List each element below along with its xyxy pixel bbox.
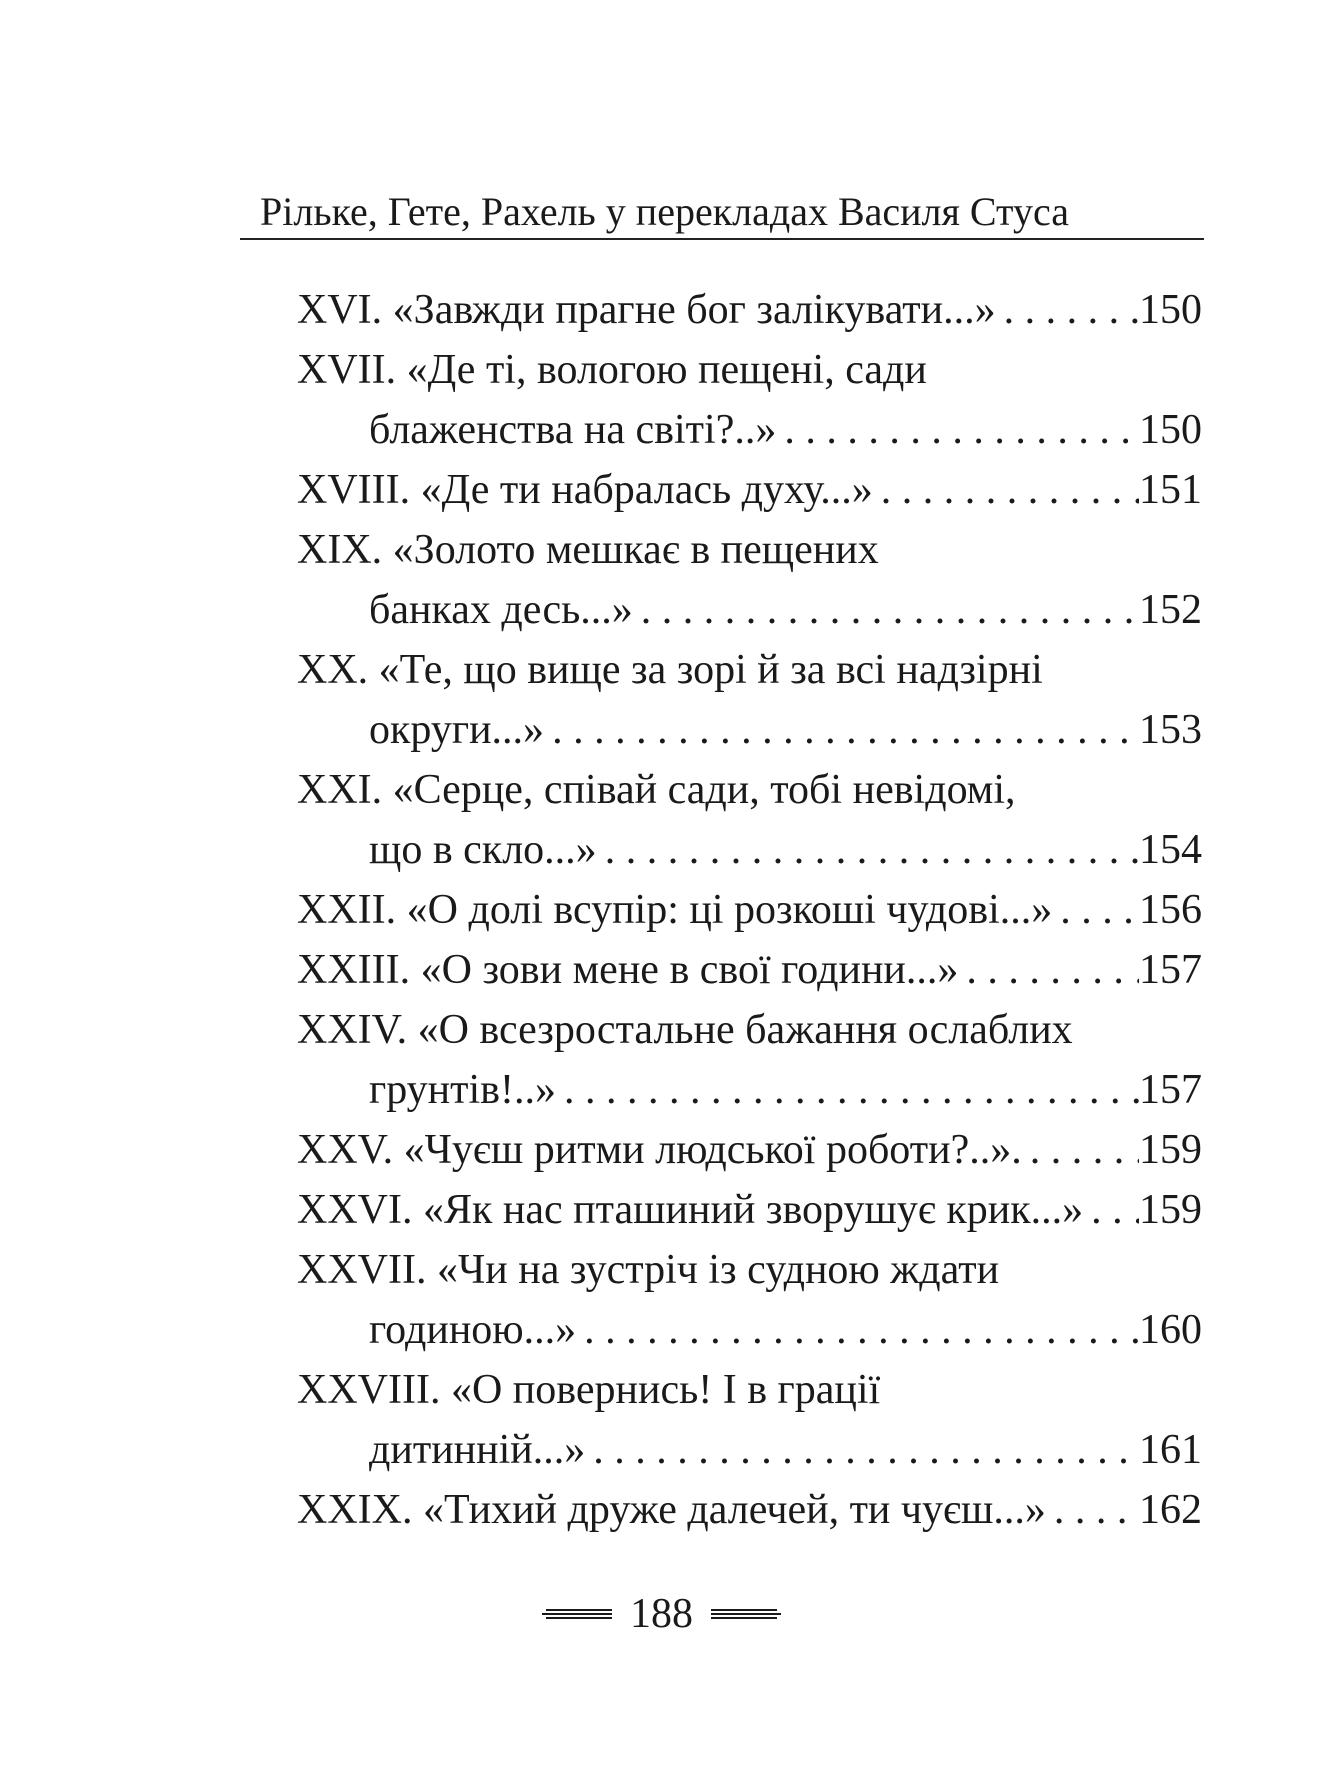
toc-entry-line bbox=[297, 340, 1202, 400]
toc-entry-title: що в скло...» bbox=[369, 827, 597, 873]
toc-entry-line bbox=[297, 520, 1202, 580]
left-ornament-icon bbox=[542, 1607, 612, 1621]
toc-entry-title: XXVIII. «О повернись! І в грації bbox=[297, 1367, 881, 1413]
dot-leader bbox=[996, 280, 1139, 340]
toc-page-number: 150 bbox=[1139, 287, 1202, 333]
toc-entry-title: грунтів!..» bbox=[369, 1067, 556, 1113]
toc-entry-line bbox=[297, 1060, 1202, 1120]
toc-entry-title: XXVII. «Чи на зустріч із судною ждати bbox=[297, 1247, 1000, 1293]
toc-entry-title: блаженства на світі?..» bbox=[369, 407, 777, 453]
toc-page-number: 159 bbox=[1139, 1127, 1202, 1173]
dot-leader bbox=[597, 820, 1139, 880]
toc-entry-line bbox=[297, 1000, 1202, 1060]
toc-entry-title: XX. «Те, що вище за зорі й за всі надзірні bbox=[297, 647, 1043, 693]
dot-leader bbox=[544, 700, 1139, 760]
toc-entry-title: годиною...» bbox=[369, 1307, 577, 1353]
toc-page-number: 153 bbox=[1139, 707, 1202, 753]
toc-entry[interactable] bbox=[297, 460, 1202, 520]
toc-entry-line bbox=[297, 580, 1202, 640]
dot-leader bbox=[1052, 880, 1139, 940]
toc-entry-line bbox=[297, 1420, 1202, 1480]
toc-entry[interactable] bbox=[297, 1240, 1202, 1360]
toc-page-number: 150 bbox=[1139, 407, 1202, 453]
dot-leader bbox=[585, 1420, 1139, 1480]
toc-page-number: 151 bbox=[1139, 467, 1202, 513]
toc-entry-line bbox=[297, 400, 1202, 460]
toc-page-number: 160 bbox=[1139, 1307, 1202, 1353]
toc-entry-line bbox=[297, 940, 1202, 1000]
toc-entry[interactable] bbox=[297, 280, 1202, 340]
toc-entry-title: XXIX. «Тихий друже далечей, ти чуєш...» bbox=[297, 1487, 1046, 1533]
toc-entry-line bbox=[297, 1180, 1202, 1240]
toc-entry-line bbox=[297, 760, 1202, 820]
toc-entry[interactable] bbox=[297, 1180, 1202, 1240]
toc-page-number: 159 bbox=[1139, 1187, 1202, 1233]
dot-leader bbox=[1083, 1180, 1139, 1240]
dot-leader bbox=[776, 400, 1139, 460]
page-number: 188 bbox=[630, 1591, 693, 1637]
dot-leader bbox=[1022, 1120, 1139, 1180]
toc-page-number: 156 bbox=[1139, 887, 1202, 933]
toc-entry-title: банках десь...» bbox=[369, 587, 633, 633]
toc-page-number: 162 bbox=[1139, 1487, 1202, 1533]
toc-entry[interactable] bbox=[297, 1120, 1202, 1180]
toc-entry-line bbox=[297, 1300, 1202, 1360]
toc-entry-line bbox=[297, 460, 1202, 520]
toc-entry[interactable] bbox=[297, 1480, 1202, 1540]
toc-entry-line bbox=[297, 1360, 1202, 1420]
toc-entry[interactable] bbox=[297, 880, 1202, 940]
dot-leader bbox=[576, 1300, 1139, 1360]
toc-entry-line bbox=[297, 880, 1202, 940]
toc-page-number: 161 bbox=[1139, 1427, 1202, 1473]
toc-entry-title: XXVI. «Як нас пташиний зворушує крик...» bbox=[297, 1187, 1084, 1233]
page-footer bbox=[0, 1590, 1323, 1638]
toc-entry-title: XVI. «Завжди прагне бог залікувати...» bbox=[297, 287, 996, 333]
toc-page-number: 157 bbox=[1139, 947, 1202, 993]
toc-page-number: 154 bbox=[1139, 827, 1202, 873]
dot-leader bbox=[873, 460, 1139, 520]
toc-entry-line bbox=[297, 1480, 1202, 1540]
right-ornament-icon bbox=[711, 1607, 781, 1621]
toc-entry[interactable] bbox=[297, 1360, 1202, 1480]
toc-entry-title: XVIII. «Де ти набралась духу...» bbox=[297, 467, 873, 513]
toc-entry-title: XIX. «Золото мешкає в пещених bbox=[297, 527, 879, 573]
dot-leader bbox=[556, 1060, 1139, 1120]
header-rule bbox=[240, 238, 1204, 240]
toc-entry-title: XXIV. «О всезростальне бажання ослаблих bbox=[297, 1007, 1073, 1053]
toc-entry-line bbox=[297, 820, 1202, 880]
dot-leader bbox=[1046, 1480, 1139, 1540]
toc-entry-line bbox=[297, 1120, 1202, 1180]
toc-entry-title: XXI. «Серце, співай сади, тобі невідомі, bbox=[297, 767, 1016, 813]
toc-entry-title: XXIII. «О зови мене в свої години...» bbox=[297, 947, 959, 993]
toc-entry-line bbox=[297, 700, 1202, 760]
toc-entry-line bbox=[297, 1240, 1202, 1300]
toc-page-number: 152 bbox=[1139, 587, 1202, 633]
toc-entry-title: XVII. «Де ті, вологою пещені, сади bbox=[297, 347, 927, 393]
toc-entry[interactable] bbox=[297, 940, 1202, 1000]
table-of-contents bbox=[297, 280, 1202, 1540]
toc-entry-title: XXV. «Чуєш ритми людської роботи?..». bbox=[297, 1127, 1022, 1173]
dot-leader bbox=[633, 580, 1139, 640]
toc-entry[interactable] bbox=[297, 340, 1202, 460]
toc-entry[interactable] bbox=[297, 1000, 1202, 1120]
toc-entry-title: дитинній...» bbox=[369, 1427, 586, 1473]
toc-entry-line bbox=[297, 640, 1202, 700]
toc-entry-title: XXII. «О долі всупір: ці розкоші чудові...» bbox=[297, 887, 1053, 933]
toc-entry[interactable] bbox=[297, 640, 1202, 760]
dot-leader bbox=[958, 940, 1139, 1000]
running-head: Рільке, Гете, Рахель у перекладах Василя Стуса bbox=[260, 189, 1070, 234]
toc-entry-line bbox=[297, 280, 1202, 340]
toc-entry-title: округи...» bbox=[369, 707, 545, 753]
toc-page-number: 157 bbox=[1139, 1067, 1202, 1113]
toc-entry[interactable] bbox=[297, 760, 1202, 880]
toc-entry[interactable] bbox=[297, 520, 1202, 640]
